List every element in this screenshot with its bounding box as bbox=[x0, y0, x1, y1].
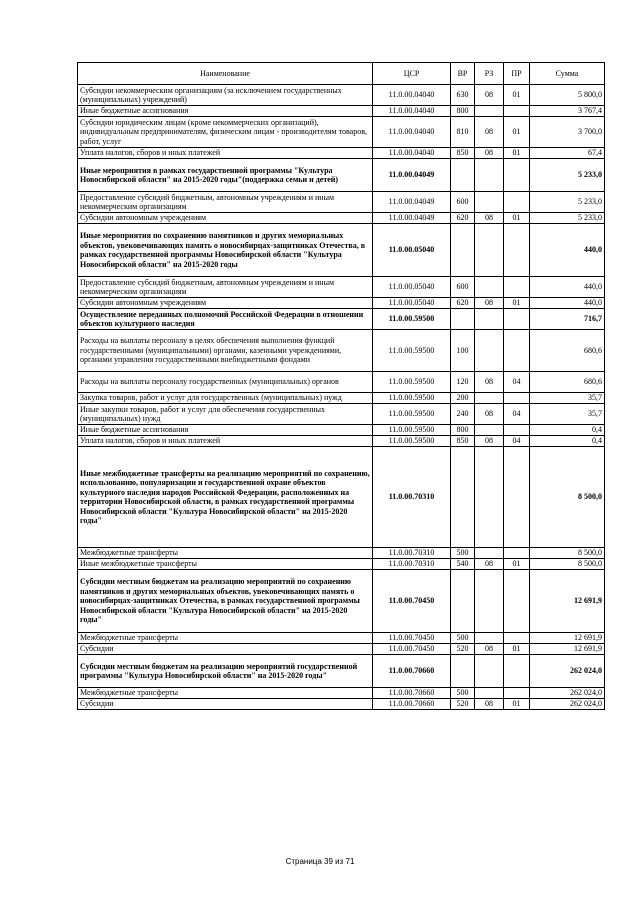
cell-vr: 620 bbox=[451, 213, 475, 224]
cell-name: Субсидии автономным учреждениям bbox=[78, 298, 373, 309]
cell-sum: 716,7 bbox=[530, 309, 605, 330]
cell-vr bbox=[451, 570, 475, 633]
table-row bbox=[78, 688, 605, 699]
header-sum: Сумма bbox=[530, 63, 605, 85]
header-name: Наименование bbox=[78, 63, 373, 85]
cell-sum: 262 024,0 bbox=[530, 655, 605, 688]
cell-rz bbox=[475, 548, 504, 559]
cell-rz: 08 bbox=[475, 404, 504, 425]
table-row bbox=[78, 148, 605, 159]
cell-rz bbox=[475, 330, 504, 372]
cell-pr bbox=[504, 393, 530, 404]
table-row-section bbox=[78, 309, 605, 330]
cell-sum: 5 800,0 bbox=[530, 85, 605, 106]
cell-name: Межбюджетные трансферты bbox=[78, 688, 373, 699]
cell-name: Субсидии bbox=[78, 699, 373, 710]
cell-name: Иные закупки товаров, работ и услуг для обеспечения государственных (муниципальных) нужд bbox=[78, 404, 373, 425]
cell-pr bbox=[504, 655, 530, 688]
cell-csr: 11.0.00.04049 bbox=[373, 192, 451, 213]
cell-sum: 262 024,0 bbox=[530, 699, 605, 710]
cell-vr: 620 bbox=[451, 298, 475, 309]
cell-vr: 120 bbox=[451, 372, 475, 393]
cell-name: Иные мероприятия в рамках государственной программы "Культура Новосибирской области" на 2015-2020 годы"(поддержка семьи и детей) bbox=[78, 159, 373, 192]
cell-sum: 3 700,0 bbox=[530, 117, 605, 148]
cell-pr bbox=[504, 330, 530, 372]
cell-csr: 11.0.00.04040 bbox=[373, 148, 451, 159]
cell-rz bbox=[475, 309, 504, 330]
cell-pr: 01 bbox=[504, 644, 530, 655]
cell-sum: 0,4 bbox=[530, 436, 605, 447]
cell-sum: 8 500,0 bbox=[530, 447, 605, 548]
cell-csr: 11.0.00.70450 bbox=[373, 570, 451, 633]
cell-csr: 11.0.00.70310 bbox=[373, 559, 451, 570]
cell-name: Предоставление субсидий бюджетным, автономным учреждениям и иным некоммерческим организациям bbox=[78, 192, 373, 213]
table-row bbox=[78, 106, 605, 117]
cell-sum: 0,4 bbox=[530, 425, 605, 436]
cell-csr: 11.0.00.59500 bbox=[373, 393, 451, 404]
cell-rz bbox=[475, 159, 504, 192]
cell-pr: 04 bbox=[504, 404, 530, 425]
table-row-section bbox=[78, 655, 605, 688]
cell-sum: 680,6 bbox=[530, 330, 605, 372]
cell-vr: 540 bbox=[451, 559, 475, 570]
table-row bbox=[78, 393, 605, 404]
cell-sum: 12 691,9 bbox=[530, 633, 605, 644]
cell-vr: 810 bbox=[451, 117, 475, 148]
cell-pr: 01 bbox=[504, 148, 530, 159]
cell-csr: 11.0.00.59500 bbox=[373, 330, 451, 372]
cell-vr: 600 bbox=[451, 277, 475, 298]
cell-rz: 08 bbox=[475, 298, 504, 309]
cell-vr bbox=[451, 655, 475, 688]
cell-name: Расходы на выплаты персоналу государственных (муниципальных) органов bbox=[78, 372, 373, 393]
cell-pr bbox=[504, 425, 530, 436]
cell-csr: 11.0.00.59500 bbox=[373, 425, 451, 436]
cell-name: Субсидии bbox=[78, 644, 373, 655]
cell-sum: 35,7 bbox=[530, 404, 605, 425]
cell-rz: 08 bbox=[475, 559, 504, 570]
cell-csr: 11.0.00.59500 bbox=[373, 372, 451, 393]
cell-rz bbox=[475, 393, 504, 404]
cell-rz: 08 bbox=[475, 117, 504, 148]
table-row bbox=[78, 277, 605, 298]
page-number: Страница 39 из 71 bbox=[285, 857, 355, 866]
cell-vr: 240 bbox=[451, 404, 475, 425]
cell-name: Предоставление субсидий бюджетным, автономным учреждениям и иным некоммерческим организациям bbox=[78, 277, 373, 298]
cell-name: Иные бюджетные ассигнования bbox=[78, 425, 373, 436]
cell-sum: 440,0 bbox=[530, 277, 605, 298]
cell-rz bbox=[475, 633, 504, 644]
cell-pr bbox=[504, 224, 530, 277]
cell-rz: 08 bbox=[475, 372, 504, 393]
cell-name: Субсидии местным бюджетам на реализацию мероприятий государственной программы "Культура Новосибирской области" на 2015-2020 годы" bbox=[78, 655, 373, 688]
cell-rz bbox=[475, 570, 504, 633]
cell-sum: 3 767,4 bbox=[530, 106, 605, 117]
header-pr: ПР bbox=[504, 63, 530, 85]
cell-sum: 5 233,0 bbox=[530, 192, 605, 213]
cell-pr bbox=[504, 277, 530, 298]
cell-name: Расходы на выплаты персоналу в целях обеспечения выполнения функций государственными (муниципальными) органами, казенными учреждениями, органами управления государственными внебюджетными фондами bbox=[78, 330, 373, 372]
table-row bbox=[78, 644, 605, 655]
table-row bbox=[78, 372, 605, 393]
table-row bbox=[78, 85, 605, 106]
cell-sum: 8 500,0 bbox=[530, 548, 605, 559]
cell-csr: 11.0.00.70450 bbox=[373, 633, 451, 644]
cell-sum: 440,0 bbox=[530, 224, 605, 277]
cell-pr: 04 bbox=[504, 436, 530, 447]
cell-vr: 100 bbox=[451, 330, 475, 372]
table-row bbox=[78, 298, 605, 309]
header-rz: РЗ bbox=[475, 63, 504, 85]
cell-sum: 440,0 bbox=[530, 298, 605, 309]
table-row bbox=[78, 213, 605, 224]
cell-pr bbox=[504, 106, 530, 117]
cell-name: Уплата налогов, сборов и иных платежей bbox=[78, 436, 373, 447]
table-row bbox=[78, 404, 605, 425]
cell-rz: 08 bbox=[475, 213, 504, 224]
cell-name: Иные мероприятия по сохранению памятников и других мемориальных объектов, увековечивающих память о новосибирцах-защитниках Отечества, в рамках государственной программы Новосибирской области "Культура Новосибирской области" на 2015-2020 годы bbox=[78, 224, 373, 277]
cell-pr: 04 bbox=[504, 372, 530, 393]
table-row-section bbox=[78, 570, 605, 633]
table-row bbox=[78, 559, 605, 570]
cell-rz bbox=[475, 106, 504, 117]
cell-vr bbox=[451, 159, 475, 192]
table-row bbox=[78, 425, 605, 436]
cell-sum: 5 233,0 bbox=[530, 159, 605, 192]
cell-pr bbox=[504, 688, 530, 699]
cell-csr: 11.0.00.05040 bbox=[373, 224, 451, 277]
cell-name: Иные межбюджетные трансферты bbox=[78, 559, 373, 570]
cell-csr: 11.0.00.59500 bbox=[373, 404, 451, 425]
cell-name: Субсидии некоммерческим организациям (за исключением государственных (муниципальных) учреждений) bbox=[78, 85, 373, 106]
table-header-row bbox=[78, 63, 605, 85]
cell-pr: 01 bbox=[504, 699, 530, 710]
cell-vr bbox=[451, 224, 475, 277]
cell-name: Закупка товаров, работ и услуг для государственных (муниципальных) нужд bbox=[78, 393, 373, 404]
cell-pr: 01 bbox=[504, 85, 530, 106]
cell-name: Субсидии местным бюджетам на реализацию мероприятий по сохранению памятников и других мемориальных объектов, увековечивающих память о новосибирцах-защитниках Отечества, в рамках государственной программы Новосибирской области "Культура Новосибирской области" на 2015-2020 годы" bbox=[78, 570, 373, 633]
cell-csr: 11.0.00.59500 bbox=[373, 309, 451, 330]
cell-name: Межбюджетные трансферты bbox=[78, 548, 373, 559]
cell-rz: 08 bbox=[475, 148, 504, 159]
cell-vr: 520 bbox=[451, 699, 475, 710]
cell-pr: 01 bbox=[504, 117, 530, 148]
cell-rz bbox=[475, 688, 504, 699]
cell-vr: 630 bbox=[451, 85, 475, 106]
cell-vr bbox=[451, 309, 475, 330]
cell-pr: 01 bbox=[504, 559, 530, 570]
cell-rz bbox=[475, 277, 504, 298]
cell-pr bbox=[504, 633, 530, 644]
cell-vr: 850 bbox=[451, 148, 475, 159]
cell-name: Осуществление переданных полномочий Российской Федерации в отношении объектов культурного наследия bbox=[78, 309, 373, 330]
cell-vr: 500 bbox=[451, 633, 475, 644]
cell-csr: 11.0.00.04040 bbox=[373, 106, 451, 117]
table-row bbox=[78, 699, 605, 710]
table-row bbox=[78, 436, 605, 447]
cell-pr bbox=[504, 570, 530, 633]
cell-sum: 12 691,9 bbox=[530, 570, 605, 633]
cell-pr bbox=[504, 548, 530, 559]
cell-sum: 262 024,0 bbox=[530, 688, 605, 699]
budget-table bbox=[77, 62, 605, 710]
cell-csr: 11.0.00.70660 bbox=[373, 699, 451, 710]
cell-rz bbox=[475, 447, 504, 548]
header-vr: ВР bbox=[451, 63, 475, 85]
cell-sum: 5 233,0 bbox=[530, 213, 605, 224]
cell-rz: 08 bbox=[475, 436, 504, 447]
cell-csr: 11.0.00.04040 bbox=[373, 117, 451, 148]
cell-vr: 800 bbox=[451, 425, 475, 436]
table-row-section bbox=[78, 224, 605, 277]
cell-csr: 11.0.00.05040 bbox=[373, 277, 451, 298]
cell-vr: 850 bbox=[451, 436, 475, 447]
cell-name: Субсидии автономным учреждениям bbox=[78, 213, 373, 224]
cell-name: Уплата налогов, сборов и иных платежей bbox=[78, 148, 373, 159]
cell-sum: 680,6 bbox=[530, 372, 605, 393]
cell-sum: 35,7 bbox=[530, 393, 605, 404]
cell-pr bbox=[504, 159, 530, 192]
cell-rz bbox=[475, 655, 504, 688]
cell-csr: 11.0.00.70310 bbox=[373, 447, 451, 548]
table-row bbox=[78, 192, 605, 213]
cell-rz: 08 bbox=[475, 644, 504, 655]
cell-name: Межбюджетные трансферты bbox=[78, 633, 373, 644]
cell-name: Иные бюджетные ассигнования bbox=[78, 106, 373, 117]
cell-pr bbox=[504, 447, 530, 548]
table-row bbox=[78, 548, 605, 559]
cell-sum: 8 500,0 bbox=[530, 559, 605, 570]
cell-rz bbox=[475, 425, 504, 436]
cell-csr: 11.0.00.70310 bbox=[373, 548, 451, 559]
cell-vr: 520 bbox=[451, 644, 475, 655]
cell-vr: 500 bbox=[451, 688, 475, 699]
table-row bbox=[78, 117, 605, 148]
cell-vr: 600 bbox=[451, 192, 475, 213]
cell-csr: 11.0.00.70660 bbox=[373, 688, 451, 699]
cell-vr bbox=[451, 447, 475, 548]
cell-vr: 200 bbox=[451, 393, 475, 404]
cell-vr: 500 bbox=[451, 548, 475, 559]
cell-csr: 11.0.00.04040 bbox=[373, 85, 451, 106]
cell-csr: 11.0.00.04049 bbox=[373, 159, 451, 192]
cell-rz bbox=[475, 224, 504, 277]
table-row bbox=[78, 633, 605, 644]
cell-csr: 11.0.00.59500 bbox=[373, 436, 451, 447]
cell-pr: 01 bbox=[504, 298, 530, 309]
cell-vr: 800 bbox=[451, 106, 475, 117]
cell-rz bbox=[475, 192, 504, 213]
cell-name: Субсидии юридическим лицам (кроме некоммерческих организаций), индивидуальным предпринимателям, физическим лицам - производителям товаров, работ, услуг bbox=[78, 117, 373, 148]
cell-csr: 11.0.00.70450 bbox=[373, 644, 451, 655]
cell-csr: 11.0.00.70660 bbox=[373, 655, 451, 688]
cell-csr: 11.0.00.05040 bbox=[373, 298, 451, 309]
table-body bbox=[78, 85, 605, 710]
cell-rz: 08 bbox=[475, 85, 504, 106]
cell-sum: 67,4 bbox=[530, 148, 605, 159]
cell-sum: 12 691,9 bbox=[530, 644, 605, 655]
cell-pr bbox=[504, 309, 530, 330]
table-row-section bbox=[78, 447, 605, 548]
table-row-section bbox=[78, 159, 605, 192]
cell-rz: 08 bbox=[475, 699, 504, 710]
cell-pr bbox=[504, 192, 530, 213]
cell-csr: 11.0.00.04049 bbox=[373, 213, 451, 224]
cell-pr: 01 bbox=[504, 213, 530, 224]
table-row bbox=[78, 330, 605, 372]
header-csr: ЦСР bbox=[373, 63, 451, 85]
cell-name: Иные межбюджетные трансферты на реализацию мероприятий по сохранению, использованию, популяризации и государственной охране объектов культурного наследия народов Российской Федерации, расположенных на территории Новосибирской области, в рамках государственной программы Новосибирской области "Культура Новосибирской области" на 2015-2020 годы" bbox=[78, 447, 373, 548]
